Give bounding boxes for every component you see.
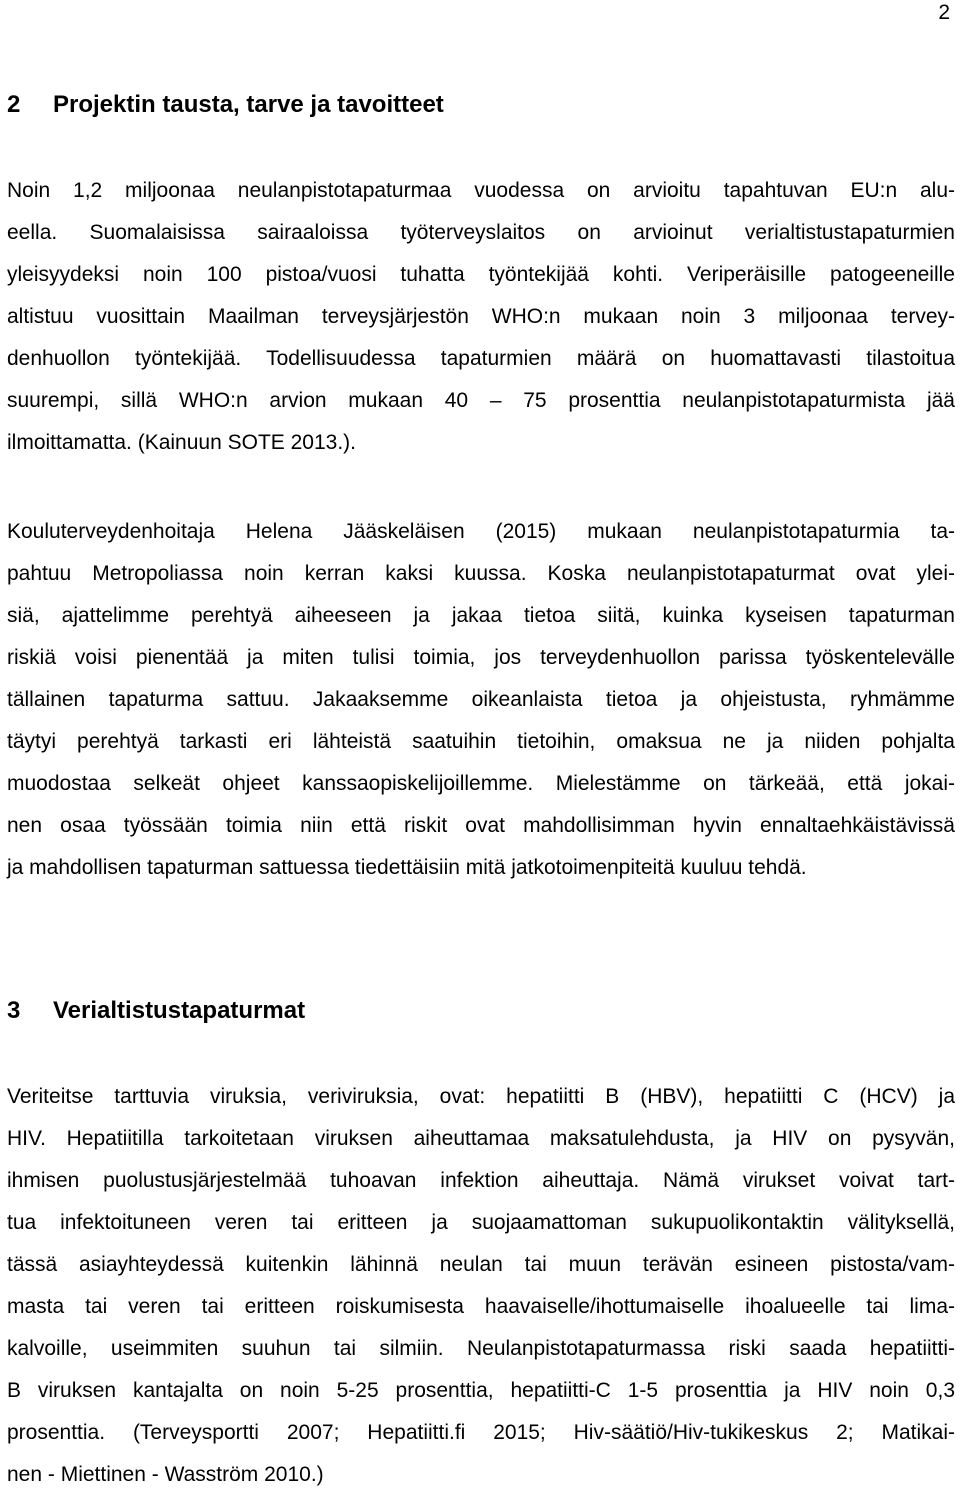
- page-number: 2: [938, 1, 950, 24]
- text-line: suurempi, sillä WHO:n arvion mukaan 40 – 75 prosenttia neulanpistotapaturmista jää: [7, 389, 955, 412]
- section-number: 3: [7, 997, 21, 1024]
- text-line: ilmoittamatta. (Kainuun SOTE 2013.).: [7, 431, 356, 454]
- text-line: prosenttia. (Terveysportti 2007; Hepatiitti.fi 2015; Hiv-säätiö/Hiv-tukikeskus 2; Matikai-: [7, 1421, 955, 1444]
- text-line: Kouluterveydenhoitaja Helena Jääskeläisen (2015) mukaan neulanpistotapaturmia ta-: [7, 520, 955, 543]
- text-line: yleisyydeksi noin 100 pistoa/vuosi tuhatta työntekijää kohti. Veriperäisille patogeeneille: [7, 263, 955, 286]
- text-line: altistuu vuosittain Maailman terveysjärjestön WHO:n mukaan noin 3 miljoonaa tervey-: [7, 305, 955, 328]
- text-line: Veriteitse tarttuvia viruksia, veriviruksia, ovat: hepatiitti B (HBV), hepatiitti C (HCV) ja: [7, 1085, 955, 1108]
- section-heading: [7, 996, 305, 1026]
- text-line: tässä asiayhteydessä kuitenkin lähinnä neulan tai muun terävän esineen pistosta/vam-: [7, 1253, 955, 1276]
- paragraph: [7, 1076, 955, 1496]
- text-line: tällainen tapaturma sattuu. Jakaaksemme oikeanlaista tietoa ja ohjeistusta, ryhmämme: [7, 688, 955, 711]
- section-number: 2: [7, 91, 21, 118]
- section-title: Verialtistustapaturmat: [53, 997, 306, 1024]
- text-line: ihmisen puolustusjärjestelmää tuhoavan infektion aiheuttaja. Nämä virukset voivat tart-: [7, 1169, 955, 1192]
- text-line: pahtuu Metropoliassa noin kerran kaksi kuussa. Koska neulanpistotapaturmat ovat ylei-: [7, 562, 955, 585]
- text-line: eella. Suomalaisissa sairaaloissa työterveyslaitos on arvioinut verialtistustapaturmien: [7, 221, 955, 244]
- paragraph: [7, 511, 955, 889]
- text-line: Noin 1,2 miljoonaa neulanpistotapaturmaa vuodessa on arvioitu tapahtuvan EU:n alu-: [7, 179, 955, 202]
- text-line: tua infektoituneen veren tai eritteen ja suojaamattoman sukupuolikontaktin välityksellä,: [7, 1211, 955, 1234]
- section-heading: [7, 90, 444, 120]
- section-title: Projektin tausta, tarve ja tavoitteet: [53, 91, 444, 118]
- text-line: muodostaa selkeät ohjeet kanssaopiskelijoillemme. Mielestämme on tärkeää, että jokai-: [7, 772, 955, 795]
- text-line: B viruksen kantajalta on noin 5-25 prosenttia, hepatiitti-C 1-5 prosenttia ja HIV noin 0,3: [7, 1379, 955, 1402]
- text-line: täytyi perehtyä tarkasti eri lähteistä saatuihin tietoihin, omaksua ne ja niiden pohjalta: [7, 730, 955, 753]
- text-line: denhuollon työntekijää. Todellisuudessa tapaturmien määrä on huomattavasti tilastoitua: [7, 347, 955, 370]
- text-line: nen - Miettinen - Wasström 2010.): [7, 1463, 324, 1486]
- text-line: masta tai veren tai eritteen roiskumisesta haavaiselle/ihottumaiselle ihoalueelle tai lima-: [7, 1295, 955, 1318]
- text-line: riskiä voisi pienentää ja miten tulisi toimia, jos terveydenhuollon parissa työskentelevälle: [7, 646, 955, 669]
- text-line: kalvoille, useimmiten suuhun tai silmiin. Neulanpistotapaturmassa riski saada hepatiitti-: [7, 1337, 955, 1360]
- paragraph: [7, 170, 955, 464]
- text-line: nen osaa työssään toimia niin että riskit ovat mahdollisimman hyvin ennaltaehkäistävissä: [7, 814, 955, 837]
- text-line: HIV. Hepatiitilla tarkoitetaan viruksen aiheuttamaa maksatulehdusta, ja HIV on pysyvän,: [7, 1127, 955, 1150]
- text-line: ja mahdollisen tapaturman sattuessa tiedettäisiin mitä jatkotoimenpiteitä kuuluu tehdä.: [7, 856, 807, 879]
- text-line: siä, ajattelimme perehtyä aiheeseen ja jakaa tietoa siitä, kuinka kyseisen tapaturman: [7, 604, 955, 627]
